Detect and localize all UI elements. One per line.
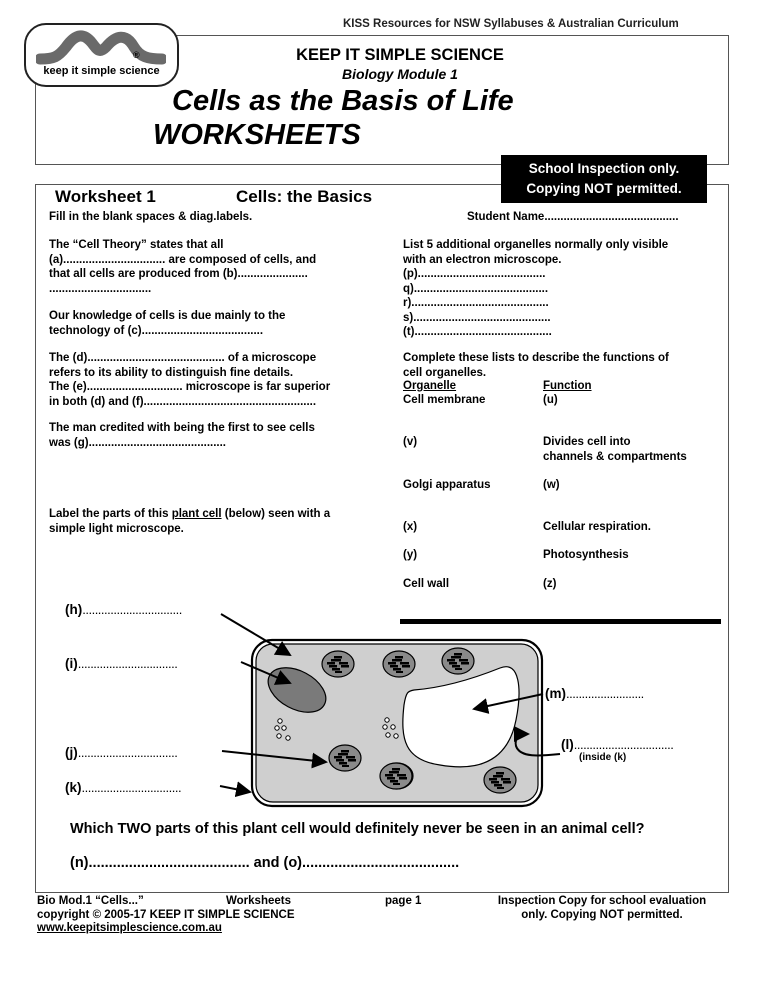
footer-copyright: copyright © 2005-17 KEEP IT SIMPLE SCIENCE [37, 909, 295, 921]
label-l[interactable]: (l)................................ [561, 737, 674, 752]
blank-b-continued[interactable]: ................................ [49, 282, 152, 295]
label-k[interactable]: (k)................................ [65, 780, 182, 795]
blank-f[interactable]: in both (d) and (f)...................................................... [49, 395, 317, 408]
text-line: refers to its ability to distinguish fine details. [49, 366, 294, 379]
text-line: The “Cell Theory” states that all [49, 239, 224, 251]
worksheet-topic: Cells: the Basics [236, 187, 373, 206]
blank-g[interactable]: was (g)........................................... [49, 436, 227, 449]
text-span: (below) seen with a [221, 508, 331, 520]
student-name-field[interactable]: Student Name.......................................... [467, 211, 679, 223]
blank-q[interactable]: q).......................................... [403, 282, 549, 295]
page-subtitle: WORKSHEETS [153, 119, 361, 151]
badge-line-1: School Inspection only. [528, 161, 680, 176]
blank-d[interactable]: The (d)........................................... of a microscope [49, 352, 317, 364]
resources-tagline: KISS Resources for NSW Syllabuses & Australian Curriculum [343, 18, 679, 30]
module-title: Biology Module 1 [342, 66, 458, 82]
blank-b[interactable]: that all cells are produced from (b)...................... [49, 268, 308, 280]
footer-page-number: page 1 [385, 895, 422, 907]
text-line: simple light microscope. [49, 522, 184, 535]
text-line: Divides cell into [543, 436, 631, 448]
plant-cell-underlined: plant cell [171, 508, 222, 520]
organelle-row-3: Golgi apparatus [403, 479, 491, 491]
function-row-4: Cellular respiration. [543, 521, 652, 533]
footer-module: Bio Mod.1 “Cells...” [37, 895, 144, 907]
blank-w[interactable]: (w) [543, 479, 560, 491]
footer-inspection-note-2: only. Copying NOT permitted. [521, 909, 683, 921]
text-span: Label the parts of this [49, 508, 172, 520]
footer-worksheets: Worksheets [226, 895, 291, 907]
label-j[interactable]: (j)................................ [65, 745, 178, 760]
blank-u[interactable]: (u) [543, 394, 558, 406]
blank-a[interactable]: (a)................................ are composed of cells, and [49, 253, 317, 266]
text-line: List 5 additional organelles normally only visible [403, 239, 669, 251]
text-line: The man credited with being the first to see cells [49, 422, 315, 434]
page-title: Cells as the Basis of Life [172, 85, 514, 117]
label-m[interactable]: (m)......................... [545, 686, 644, 701]
registered-mark: ® [133, 50, 140, 60]
blank-c[interactable]: technology of (c)...................................... [49, 324, 264, 337]
blank-y[interactable]: (y) [403, 549, 418, 561]
blank-e[interactable]: The (e).............................. microscope is far superior [49, 381, 331, 393]
blank-p[interactable]: (p)........................................ [403, 268, 546, 280]
blank-t[interactable]: (t)........................................... [403, 326, 552, 338]
footer-website-link[interactable]: www.keepitsimplescience.com.au [37, 922, 222, 934]
text-line: with an electron microscope. [403, 253, 562, 266]
label-l-note: (inside (k) [579, 752, 627, 763]
function-row-5: Photosynthesis [543, 549, 629, 561]
organelle-row-6: Cell wall [403, 578, 450, 590]
badge-line-2: Copying NOT permitted. [526, 181, 682, 196]
column-header-function: Function [543, 380, 592, 392]
blank-r[interactable]: r)........................................... [403, 297, 549, 309]
question-text: Which TWO parts of this plant cell would definitely never be seen in an animal cell? [70, 821, 645, 837]
blank-v[interactable]: (v) [403, 436, 418, 448]
instructions: Fill in the blank spaces & diag.labels. [49, 211, 253, 223]
answer-blanks-n-o[interactable]: (n)........................................ and (o)....................................... [70, 855, 460, 871]
blank-x[interactable]: (x) [403, 521, 418, 533]
organelle-row-1: Cell membrane [403, 394, 486, 406]
label-i[interactable]: (i)................................ [65, 656, 178, 671]
blank-s[interactable]: s)........................................... [403, 311, 551, 324]
logo-text: keep it simple science [43, 65, 160, 77]
brand-title: KEEP IT SIMPLE SCIENCE [296, 46, 504, 64]
column-header-organelle: Organelle [403, 380, 457, 392]
footer-inspection-note-1: Inspection Copy for school evaluation [497, 895, 707, 907]
blank-z[interactable]: (z) [543, 578, 557, 590]
text-line: Our knowledge of cells is due mainly to the [49, 310, 286, 322]
label-h[interactable]: (h)................................ [65, 602, 182, 617]
text-line: cell organelles. [403, 366, 487, 379]
text-line: Complete these lists to describe the functions of [403, 352, 669, 364]
worksheet-number: Worksheet 1 [55, 187, 156, 206]
text-line: channels & compartments [543, 450, 687, 463]
